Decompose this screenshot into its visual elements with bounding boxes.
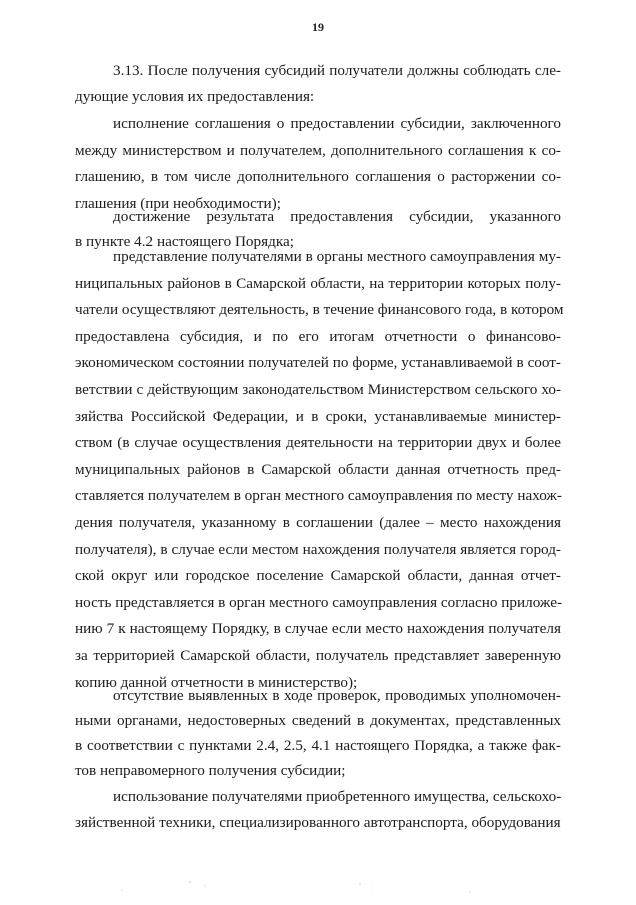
text-line: зяйственной техники, специализированного автотранспорта, оборудования <box>75 814 561 831</box>
text-line: ниципальных районов в Самарской области, на территории которых полу- <box>75 274 561 292</box>
text-line: в пункте 4.2 настоящего Порядка; <box>75 233 294 250</box>
text-line: зяйства Российской Федерации, и в сроки, устанавливаемые министер- <box>75 407 561 425</box>
text-line: ством (в случае осуществления деятельности на территории двух и более <box>75 434 561 452</box>
text-line: ветствии с действующим законодательством Министерством сельского хо- <box>75 380 561 398</box>
text-line: предоставлена субсидия, и по его итогам отчетности о финансово- <box>75 327 561 345</box>
text-line: между министерством и получателем, дополнительного соглашения к со- <box>75 141 561 159</box>
scan-specks <box>0 870 636 900</box>
text-line: ставляется получателем в орган местного самоуправления по месту нахож- <box>75 487 562 505</box>
text-line: достижение результата предоставления субсидии, указанного <box>113 208 561 225</box>
paragraph-condition-property-use <box>75 784 561 836</box>
text-line: нию 7 к настоящему Порядку, в случае если место нахождения получателя <box>75 620 561 638</box>
text-line: в соответствии с пунктами 2.4, 2.5, 4.1 настоящего Порядка, а также фак- <box>75 737 561 754</box>
text-line: отсутствие выявленных в ходе проверок, проводимых уполномочен- <box>113 687 561 704</box>
text-line: дения получателя, указанному в соглашении (далее – место нахождения <box>75 513 561 531</box>
text-line: экономическом состоянии получателей по форме, устанавливаемой в соот- <box>75 354 561 372</box>
text-line: ными органами, недостоверных сведений в документах, представленных <box>75 712 561 729</box>
text-line: ность представляется в орган местного самоуправления согласно приложе- <box>75 593 563 611</box>
text-line: 3.13. После получения субсидий получатели должны соблюдать сле- <box>113 62 561 79</box>
text-line: представление получателями в органы местного самоуправления му- <box>113 248 561 265</box>
text-line: глашения (при необходимости); <box>75 194 281 212</box>
paragraph-condition-agreement <box>75 111 561 217</box>
text-line: за территорией Самарской области, получатель представляет заверенную <box>75 646 561 664</box>
text-line: чатели осуществляют деятельность, в течение финансового года, в котором <box>75 301 564 319</box>
text-line: дующие условия их предоставления: <box>75 88 315 105</box>
text-line: исполнение соглашения о предоставлении субсидии, заключенного <box>113 115 561 132</box>
paragraph-clause-3-13 <box>75 58 561 110</box>
text-line: ской округ или городское поселение Самарской области, данная отчет- <box>75 567 561 585</box>
text-line: получателя), в случае если местом нахождения получателя является город- <box>75 540 561 558</box>
text-line: использование получателями приобретенного имущества, сельскохо- <box>113 788 562 805</box>
text-line: глашению, в том числе дополнительного соглашения о расторжении со- <box>75 168 561 185</box>
text-line: муниципальных районов в Самарской области данная отчетность пред- <box>75 460 561 478</box>
paragraph-condition-reporting <box>75 244 564 696</box>
text-line: копию данной отчетности в министерство); <box>75 673 358 691</box>
text-line: тов неправомерного получения субсидии; <box>75 762 346 779</box>
paragraph-condition-no-violations <box>75 683 561 783</box>
page-number: 19 <box>312 20 324 34</box>
